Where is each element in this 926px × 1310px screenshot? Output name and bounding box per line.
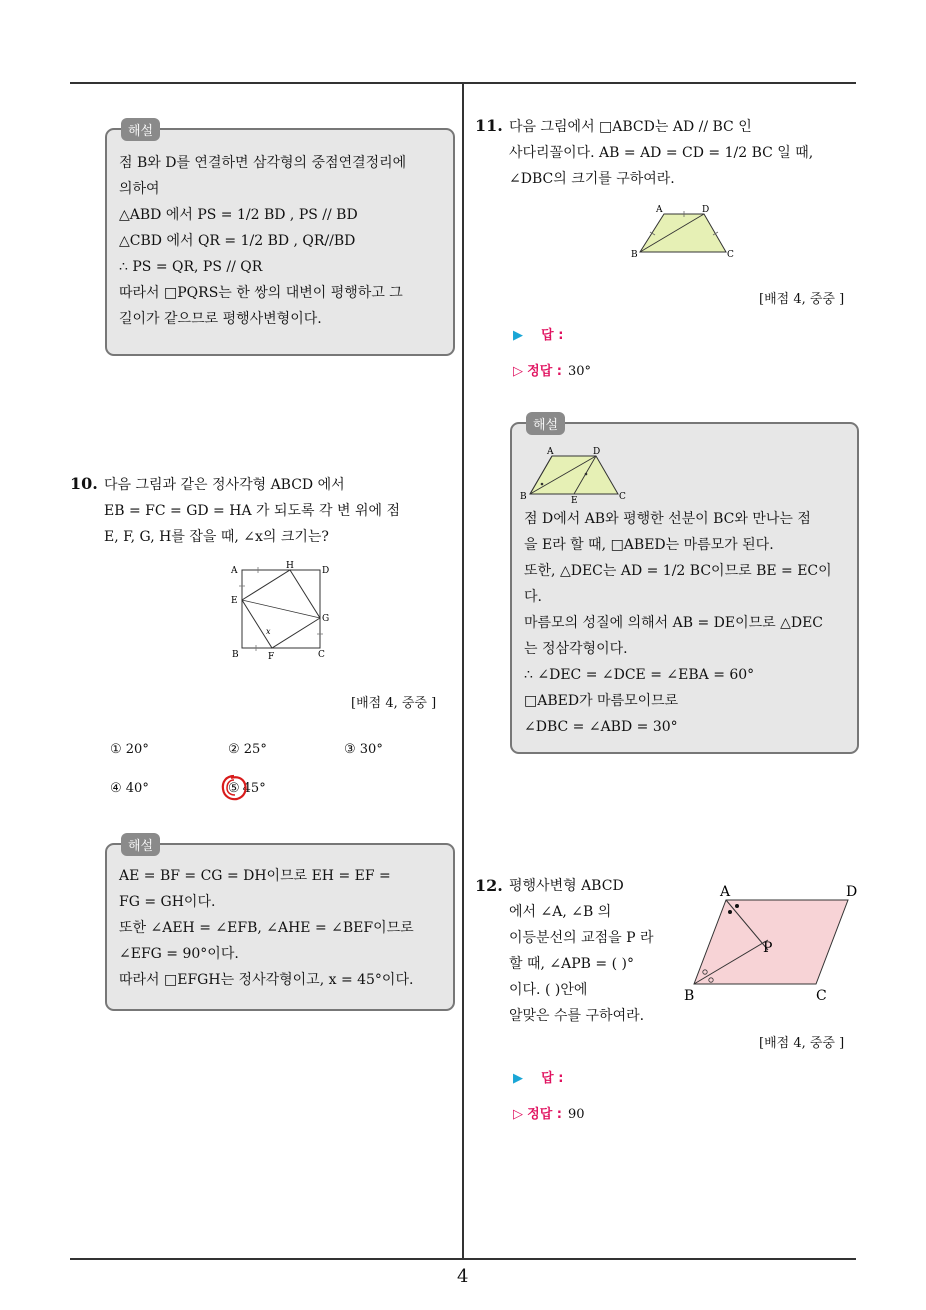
solution-line: 다. <box>524 589 542 605</box>
question-text-10 <box>104 472 400 550</box>
question-number-11: 11. <box>475 116 503 135</box>
label-E: E <box>231 596 238 606</box>
solution-line: 을 E라 할 때, □ABED는 마름모가 된다. <box>524 537 774 553</box>
option-1[interactable]: ① 20° <box>110 742 149 757</box>
solution-tag: 해설 <box>121 118 160 141</box>
label-D: D <box>593 447 601 457</box>
solution-line: ∠DBC = ∠ABD = 30° <box>524 719 678 735</box>
question-line: 다음 그림과 같은 정사각형 ABCD 에서 <box>104 477 345 493</box>
points-label-12: [배점 4, 중중 ] <box>759 1036 845 1051</box>
solution-line: FG = GH이다. <box>119 894 216 910</box>
column-divider <box>462 84 464 1258</box>
question-line: 에서 ∠A, ∠B 의 <box>509 904 612 920</box>
answer-input-11[interactable] <box>513 324 563 343</box>
label-A: A <box>656 205 663 215</box>
solution-line: AE = BF = CG = DH이므로 EH = EF = <box>119 868 391 884</box>
label-B: B <box>232 650 239 660</box>
label-P: P <box>763 940 773 956</box>
outline-play-icon: ▷ <box>513 364 523 379</box>
solution-text <box>119 863 443 993</box>
question-line: 할 때, ∠APB = ( )° <box>509 956 634 972</box>
label-D: D <box>322 566 330 576</box>
rhombus-figure <box>518 444 634 504</box>
question-line: 사다리꼴이다. AB = AD = CD = 1/2 BC 일 때, <box>509 145 814 161</box>
correct-answer-12 <box>513 1103 585 1122</box>
question-line: 이다. ( )안에 <box>509 982 588 998</box>
option-3[interactable]: ③ 30° <box>344 742 383 757</box>
option-2[interactable]: ② 25° <box>228 742 267 757</box>
question-line: 다음 그림에서 □ABCD는 AD // BC 인 <box>509 119 752 135</box>
solution-line: 따라서 □EFGH는 정사각형이고, x = 45°이다. <box>119 972 414 988</box>
solution-box-11 <box>510 418 859 754</box>
points-label-11: [배점 4, 중중 ] <box>759 292 845 307</box>
question-text-11 <box>509 114 813 192</box>
label-C: C <box>816 988 827 1004</box>
label-F: F <box>268 652 275 662</box>
label-B: B <box>520 492 527 502</box>
correct-label: 정답 : <box>527 364 562 379</box>
answer-label: 답 : <box>541 1071 564 1086</box>
question-line: 이등분선의 교점을 P 라 <box>509 930 654 946</box>
label-C: C <box>727 250 734 260</box>
option-5[interactable] <box>228 781 266 796</box>
solution-line: △ABD 에서 PS = 1/2 BD , PS // BD <box>119 207 358 223</box>
points-label-10: [배점 4, 중중 ] <box>351 696 437 711</box>
solution-box-10 <box>105 839 455 1011</box>
solution-line: ∴ PS = QR, PS // QR <box>119 259 263 275</box>
label-B: B <box>684 988 695 1004</box>
bottom-rule <box>70 1258 856 1260</box>
label-E: E <box>571 496 578 504</box>
label-x: x <box>266 627 271 636</box>
question-number-12: 12. <box>475 876 503 895</box>
label-D: D <box>846 884 858 900</box>
question-line: 평행사변형 ABCD <box>509 878 624 894</box>
solution-line: 마름모의 성질에 의해서 AB = DE이므로 △DEC <box>524 615 824 631</box>
solution-line: 따라서 □PQRS는 한 쌍의 대변이 평행하고 그 <box>119 285 403 301</box>
solution-line: ∠EFG = 90°이다. <box>119 946 239 962</box>
label-A: A <box>720 884 731 900</box>
solution-line: 또한, △DEC는 AD = 1/2 BC이므로 BE = EC이 <box>524 563 832 579</box>
label-D: D <box>702 205 710 215</box>
solution-line: 점 B와 D를 연결하면 삼각형의 중점연결정리에 <box>119 155 407 171</box>
label-G: G <box>322 614 330 624</box>
solution-line: □ABED가 마름모이므로 <box>524 693 679 709</box>
question-line: 알맞은 수를 구하여라. <box>509 1008 645 1024</box>
play-icon: ▶ <box>513 1071 523 1086</box>
selected-circle-icon <box>219 773 249 803</box>
solution-line: 는 정삼각형이다. <box>524 641 628 657</box>
solution-text <box>524 506 847 740</box>
solution-box-9 <box>105 124 455 356</box>
correct-value: 30° <box>567 364 592 379</box>
solution-text <box>119 150 443 332</box>
label-A: A <box>547 447 554 457</box>
correct-answer-11 <box>513 360 591 379</box>
label-C: C <box>318 650 325 660</box>
play-icon: ▶ <box>513 328 523 343</box>
label-C: C <box>619 492 626 502</box>
correct-label: 정답 : <box>527 1107 562 1122</box>
answer-label: 답 : <box>541 328 564 343</box>
question-line: E, F, G, H를 잡을 때, ∠x의 크기는? <box>104 529 329 545</box>
label-B: B <box>631 250 638 260</box>
option-4[interactable]: ④ 40° <box>110 781 149 796</box>
label-H: H <box>286 561 294 571</box>
option-5-label: 45° <box>242 781 266 796</box>
solution-line: 또한 ∠AEH = ∠EFB, ∠AHE = ∠BEF이므로 <box>119 920 414 936</box>
correct-value: 90 <box>567 1107 585 1122</box>
page-number: 4 <box>457 1266 469 1287</box>
solution-line: ∴ ∠DEC = ∠DCE = ∠EBA = 60° <box>524 667 755 683</box>
trapezoid-figure <box>626 202 742 264</box>
option-5-number: ⑤ <box>228 781 240 796</box>
answer-input-12[interactable] <box>513 1067 563 1086</box>
question-line: EB = FC = GD = HA 가 되도록 각 변 위에 점 <box>104 503 400 519</box>
question-line: ∠DBC의 크기를 구하여라. <box>509 171 675 187</box>
solution-tag: 해설 <box>526 412 565 435</box>
square-figure <box>228 560 338 664</box>
solution-tag: 해설 <box>121 833 160 856</box>
solution-line: △CBD 에서 QR = 1/2 BD , QR//BD <box>119 233 356 249</box>
solution-line: 길이가 같으므로 평행사변형이다. <box>119 311 322 327</box>
outline-play-icon: ▷ <box>513 1107 523 1122</box>
question-text-12 <box>509 873 654 1029</box>
solution-line: 점 D에서 AB와 평행한 선분이 BC와 만나는 점 <box>524 511 811 527</box>
label-A: A <box>231 566 238 576</box>
question-number-10: 10. <box>70 474 98 493</box>
solution-line: 의하여 <box>119 181 160 197</box>
parallelogram-figure <box>680 880 860 1006</box>
